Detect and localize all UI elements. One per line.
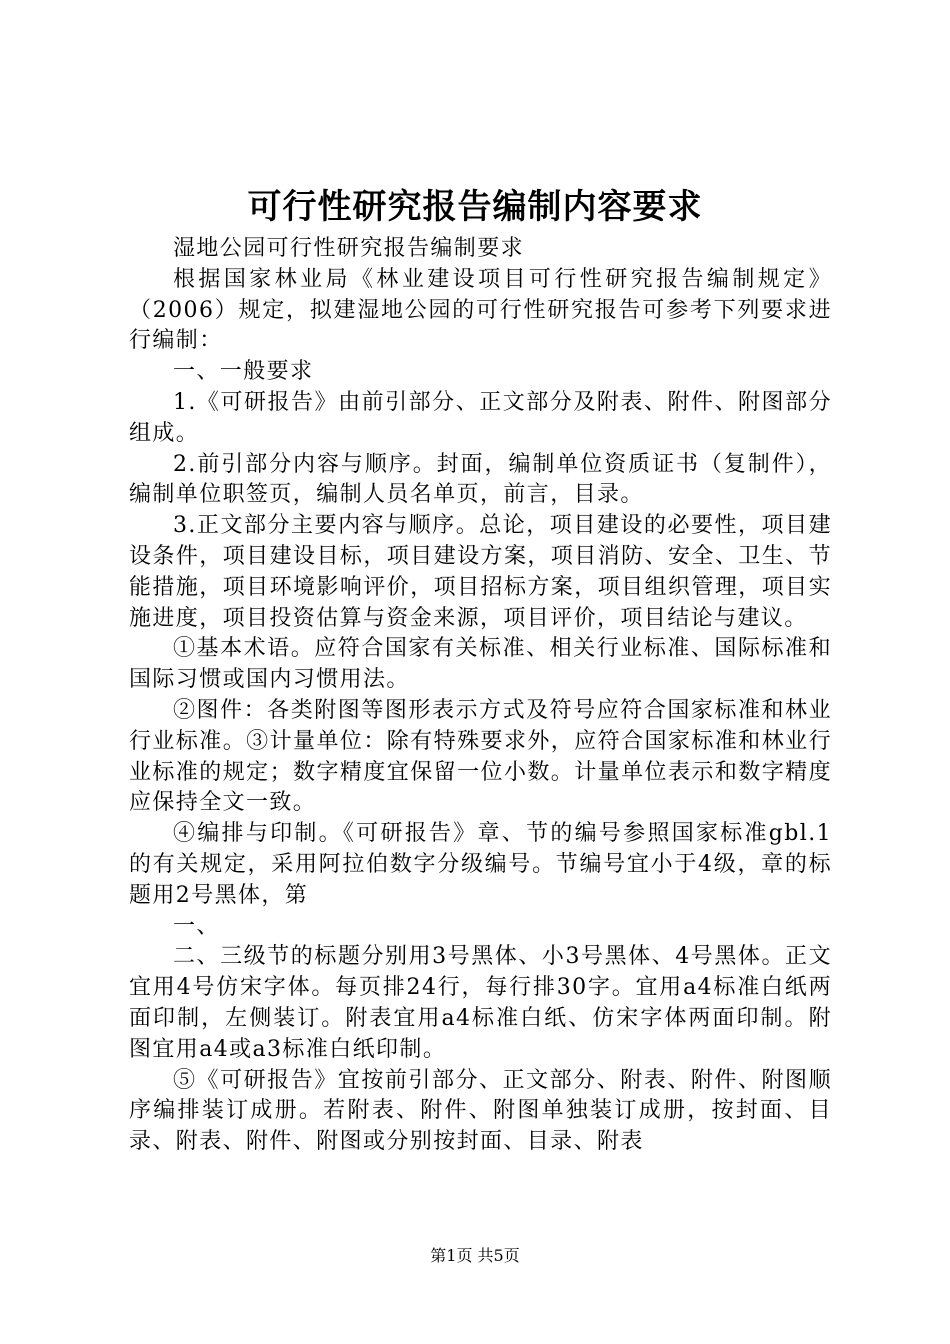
paragraph: ①基本术语。应符合国家有关标准、相关行业标准、国际标准和国际习惯或国内习惯用法。	[129, 636, 832, 693]
paragraph: ④编排与印制。《可研报告》章、节的编号参照国家标准gbl.1的有关规定，采用阿拉伯数字分级编号。节编号宜小于4级，章的标题用2号黑体，第	[129, 821, 832, 908]
paragraph: 根据国家林业局《林业建设项目可行性研究报告编制规定》（2006）规定，拟建湿地公园的可行性研究报告可参考下列要求进行编制：	[129, 266, 832, 354]
paragraph: ⑤《可研报告》宜按前引部分、正文部分、附表、附件、附图顺序编排装订成册。若附表、附件、附图单独装订成册，按封面、目录、附表、附件、附图或分别按封面、目录、附表	[129, 1067, 832, 1155]
page-footer: 第1页 共5页	[430, 1246, 520, 1265]
paragraph: ②图件：各类附图等图形表示方式及符号应符合国家标准和林业行业标准。③计量单位：除有特殊要求外，应符合国家标准和林业行业标准的规定；数字精度宜保留一位小数。计量单位表示和数字精度应保持全文一致。	[129, 697, 832, 816]
paragraph: 2.前引部分内容与顺序。封面，编制单位资质证书（复制件），编制单位职签页，编制人员名单页，前言，目录。	[129, 451, 832, 508]
paragraph: 一、	[173, 913, 220, 939]
document-body	[129, 234, 832, 1158]
document-title: 可行性研究报告编制内容要求	[247, 187, 703, 227]
paragraph: 湿地公园可行性研究报告编制要求	[173, 236, 525, 261]
section-heading: 一、一般要求	[173, 359, 314, 385]
paragraph: 1.《可研报告》由前引部分、正文部分及附表、附件、附图部分组成。	[129, 389, 832, 446]
paragraph: 二、三级节的标题分别用3号黑体、小3号黑体、4号黑体。正文宜用4号仿宋字体。每页排24行，每行排30字。宜用a4标准白纸两面印制，左侧装订。附表宜用a4标准白纸、仿宋字体两面印制。附图宜用a4或a3标准白纸印制。	[129, 944, 832, 1062]
paragraph: 3.正文部分主要内容与顺序。总论，项目建设的必要性，项目建设条件，项目建设目标，项目建设方案，项目消防、安全、卫生、节能措施，项目环境影响评价，项目招标方案，项目组织管理，项目实施进度，项目投资估算与资金来源，项目评价，项目结论与建议。	[129, 513, 832, 631]
